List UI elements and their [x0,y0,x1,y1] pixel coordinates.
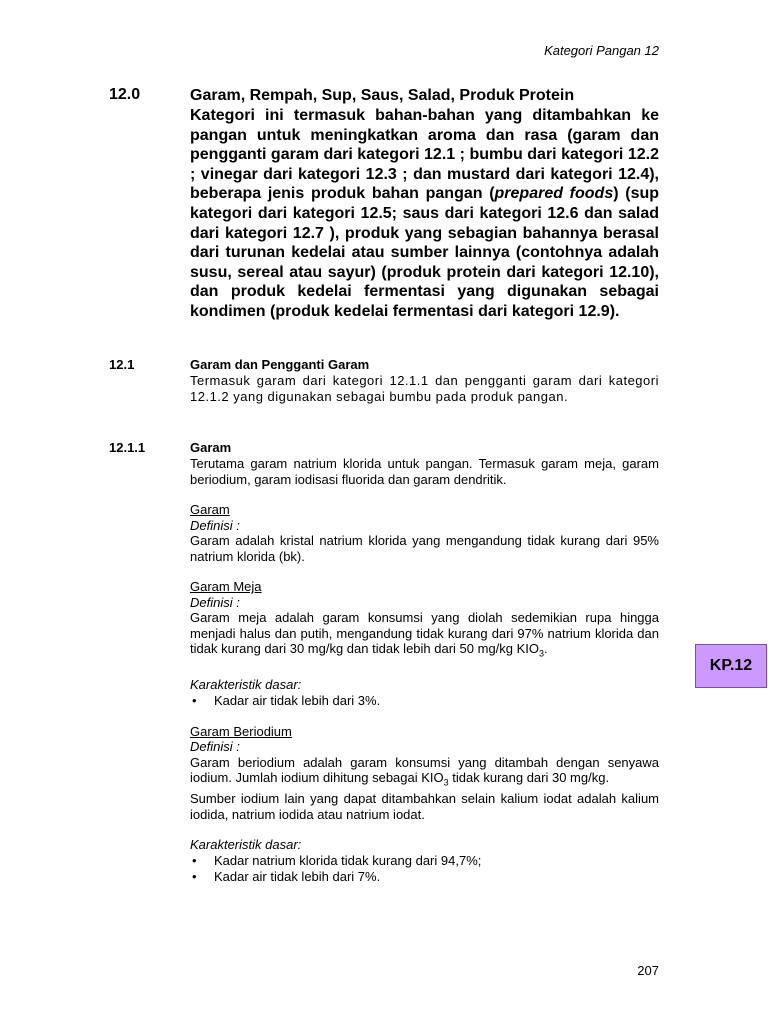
section-description: Termasuk garam dari kategori 12.1.1 dan pengganti garam dari kategori 12.1.2 yang digunakan sebagai bumbu pada produk pangan. [190,373,659,404]
definition-text: Garam beriodium adalah garam konsumsi yang ditambah dengan senyawa iodium. Jumlah iodium dihitung sebagai $KIO_3$ tidak kurang dari 30 mg/kg. [190,754,659,788]
garam-meja-block [190,579,659,709]
category-side-tab: KP.12 [695,644,767,688]
section-title: Garam, Rempah, Sup, Saus, Salad, Produk Protein [190,87,575,104]
list-item: • Kadar air tidak lebih dari 7%. [192,868,381,884]
characteristics-list [190,853,659,885]
section-number: 12.1.1 [109,440,146,455]
section-description: Terutama garam natrium klorida untuk pangan. Termasuk garam meja, garam beriodium, garam iodisasi fluorida dan garam dendritik. [190,456,659,487]
characteristics-label: Karakteristik dasar: [190,837,302,853]
definition-label: Definisi : [190,594,240,610]
definition-heading: Garam Beriodium [190,723,292,739]
section-title: Garam [190,440,232,455]
garam-beriodium-block [190,724,659,885]
definition-extra-text: Sumber iodium lain yang dapat ditambahkan selain kalium iodat adalah kalium iodida, natrium iodida atau natrium iodat. [190,791,659,822]
section-title: Garam dan Pengganti Garam [190,357,370,372]
characteristics-list [190,693,659,709]
page-number: 207 [637,963,659,978]
section-description: Kategori ini termasuk bahan-bahan yang ditambahkan ke pangan untuk meningkatkan aroma dan rasa (garam dan pengganti garam dari kategori 12.1 ; bumbu dari kategori 12.2 ; vinegar dari kategori 12.3 ; dan mustard dari kategori 12.4), beberapa jenis produk bahan pangan (prepared foods) (sup kategori dari kategori 12.5; saus dari kategori 12.6 dan salad dari kategori 12.7 ), produk yang sebagian bahannya berasal dari turunan kedelai atau sumber lainnya (contohnya adalah susu, sereal atau sayur) (produk protein dari kategori 12.10), dan produk kedelai fermentasi yang digunakan sebagai kondimen (produk kedelai fermentasi dari kategori 12.9). [190,107,660,320]
definition-heading: Garam [190,502,230,517]
section-number: 12.0 [109,86,141,103]
definition-label: Definisi : [190,739,240,755]
list-item: • Kadar air tidak lebih dari 3%. [192,692,381,708]
definition-text: Garam meja adalah garam konsumsi yang diolah sedemikian rupa hingga menjadi halus dan putih, mengandung tidak kurang dari 97% natrium klorida dan tidak kurang dari 30 mg/kg dan tidak lebih dari 50 mg/kg $KIO_3$. [190,610,659,659]
characteristics-label: Karakteristik dasar: [190,677,302,693]
section-number: 12.1 [109,357,135,372]
running-header: Kategori Pangan 12 [544,43,659,58]
definition-heading: Garam Meja [190,579,262,594]
definition-label: Definisi : [190,517,240,533]
definition-text: Garam adalah kristal natrium klorida yang mengandung tidak kurang dari 95% natrium klorida (bk). [190,533,659,564]
list-item: • Kadar natrium klorida tidak kurang dari 94,7%; [192,852,482,868]
garam-definition-block [190,502,659,564]
